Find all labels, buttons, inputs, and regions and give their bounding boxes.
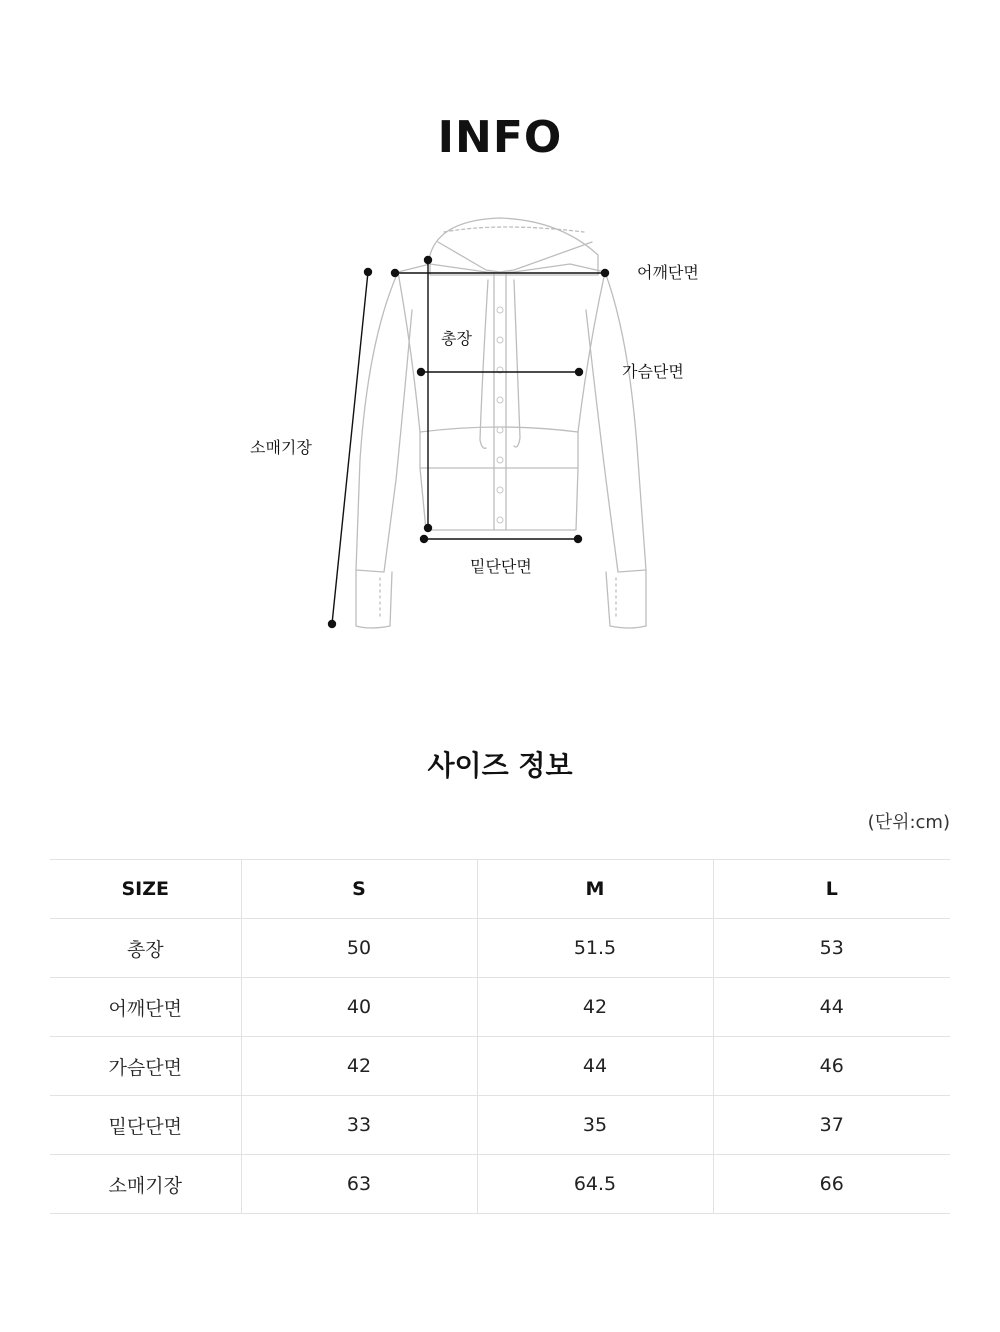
- row-label: 총장: [50, 919, 241, 978]
- table-cell: 40: [241, 978, 477, 1037]
- table-header-row: [50, 860, 950, 919]
- size-table: [50, 859, 950, 1214]
- table-row: [50, 978, 950, 1037]
- table-cell: 66: [713, 1155, 950, 1214]
- table-cell: 50: [241, 919, 477, 978]
- table-row: [50, 1155, 950, 1214]
- garment-diagram: [0, 200, 1000, 660]
- page-title: INFO: [437, 112, 563, 163]
- table-cell: 44: [713, 978, 950, 1037]
- table-cell: 51.5: [477, 919, 713, 978]
- table-cell: 64.5: [477, 1155, 713, 1214]
- table-cell: 33: [241, 1096, 477, 1155]
- label-length: 총장: [441, 329, 472, 348]
- label-chest: 가슴단면: [622, 362, 684, 381]
- unit-note: (단위:cm): [867, 812, 950, 833]
- row-label: 어깨단면: [50, 978, 241, 1037]
- sleeve-measure-line: [332, 272, 368, 624]
- table-cell: 53: [713, 919, 950, 978]
- table-cell: 42: [477, 978, 713, 1037]
- table-row: [50, 1037, 950, 1096]
- table-cell: 37: [713, 1096, 950, 1155]
- header-size: SIZE: [50, 860, 241, 919]
- table-row: [50, 1096, 950, 1155]
- header-m: M: [477, 860, 713, 919]
- size-info-title: 사이즈 정보: [427, 749, 573, 782]
- label-sleeve: 소매기장: [250, 438, 312, 457]
- table-cell: 42: [241, 1037, 477, 1096]
- row-label: 밑단단면: [50, 1096, 241, 1155]
- row-label: 가슴단면: [50, 1037, 241, 1096]
- table-row: [50, 919, 950, 978]
- header-s: S: [241, 860, 477, 919]
- table-cell: 63: [241, 1155, 477, 1214]
- table-cell: 46: [713, 1037, 950, 1096]
- header-l: L: [713, 860, 950, 919]
- table-cell: 35: [477, 1096, 713, 1155]
- hoodie-sketch: [0, 200, 1000, 660]
- label-hem: 밑단단면: [470, 557, 532, 576]
- row-label: 소매기장: [50, 1155, 241, 1214]
- label-shoulder: 어깨단면: [637, 263, 699, 282]
- table-cell: 44: [477, 1037, 713, 1096]
